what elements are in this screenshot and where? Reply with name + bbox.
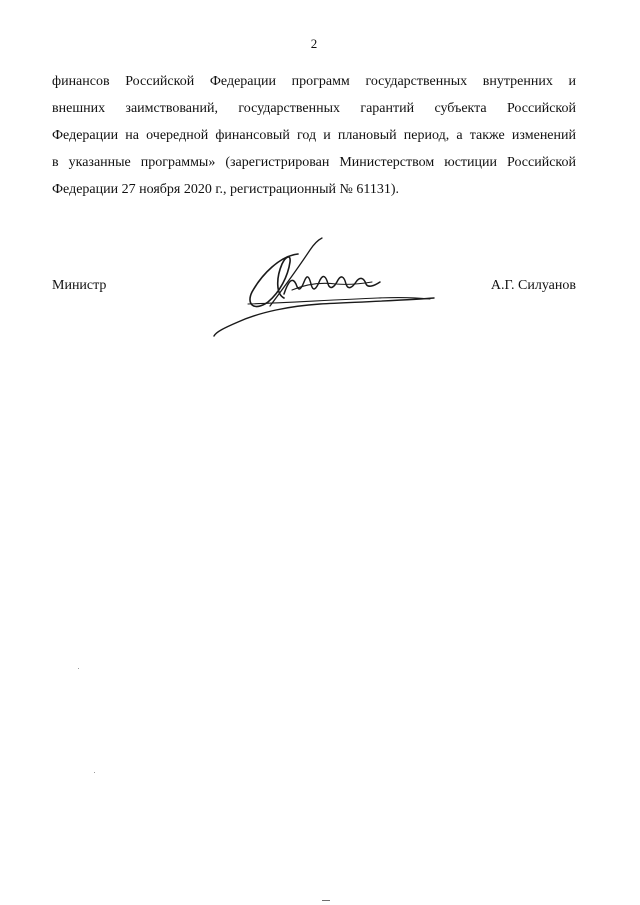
handwritten-signature [210,232,440,337]
body-paragraph [52,68,576,203]
signer-name: А.Г. Силуанов [490,278,576,293]
page-number: 2 [310,36,318,51]
paragraph-line: Федерации на очередной финансовый год и плановый период, а также изменений [52,128,576,143]
scan-speck [322,900,330,901]
paragraph-line: Федерации 27 ноября 2020 г., регистрационный № 61131). [52,182,400,197]
scan-speck [94,772,95,773]
signature-block [52,270,576,350]
paragraph-line: в указанные программы» (зарегистрирован Министерством юстиции Российской [52,155,576,170]
scan-speck [78,668,79,669]
position-title: Министр [52,278,107,293]
paragraph-line: финансов Российской Федерации программ государственных внутренних и [52,74,576,89]
paragraph-line: внешних заимствований, государственных гарантий субъекта Российской [52,101,576,116]
